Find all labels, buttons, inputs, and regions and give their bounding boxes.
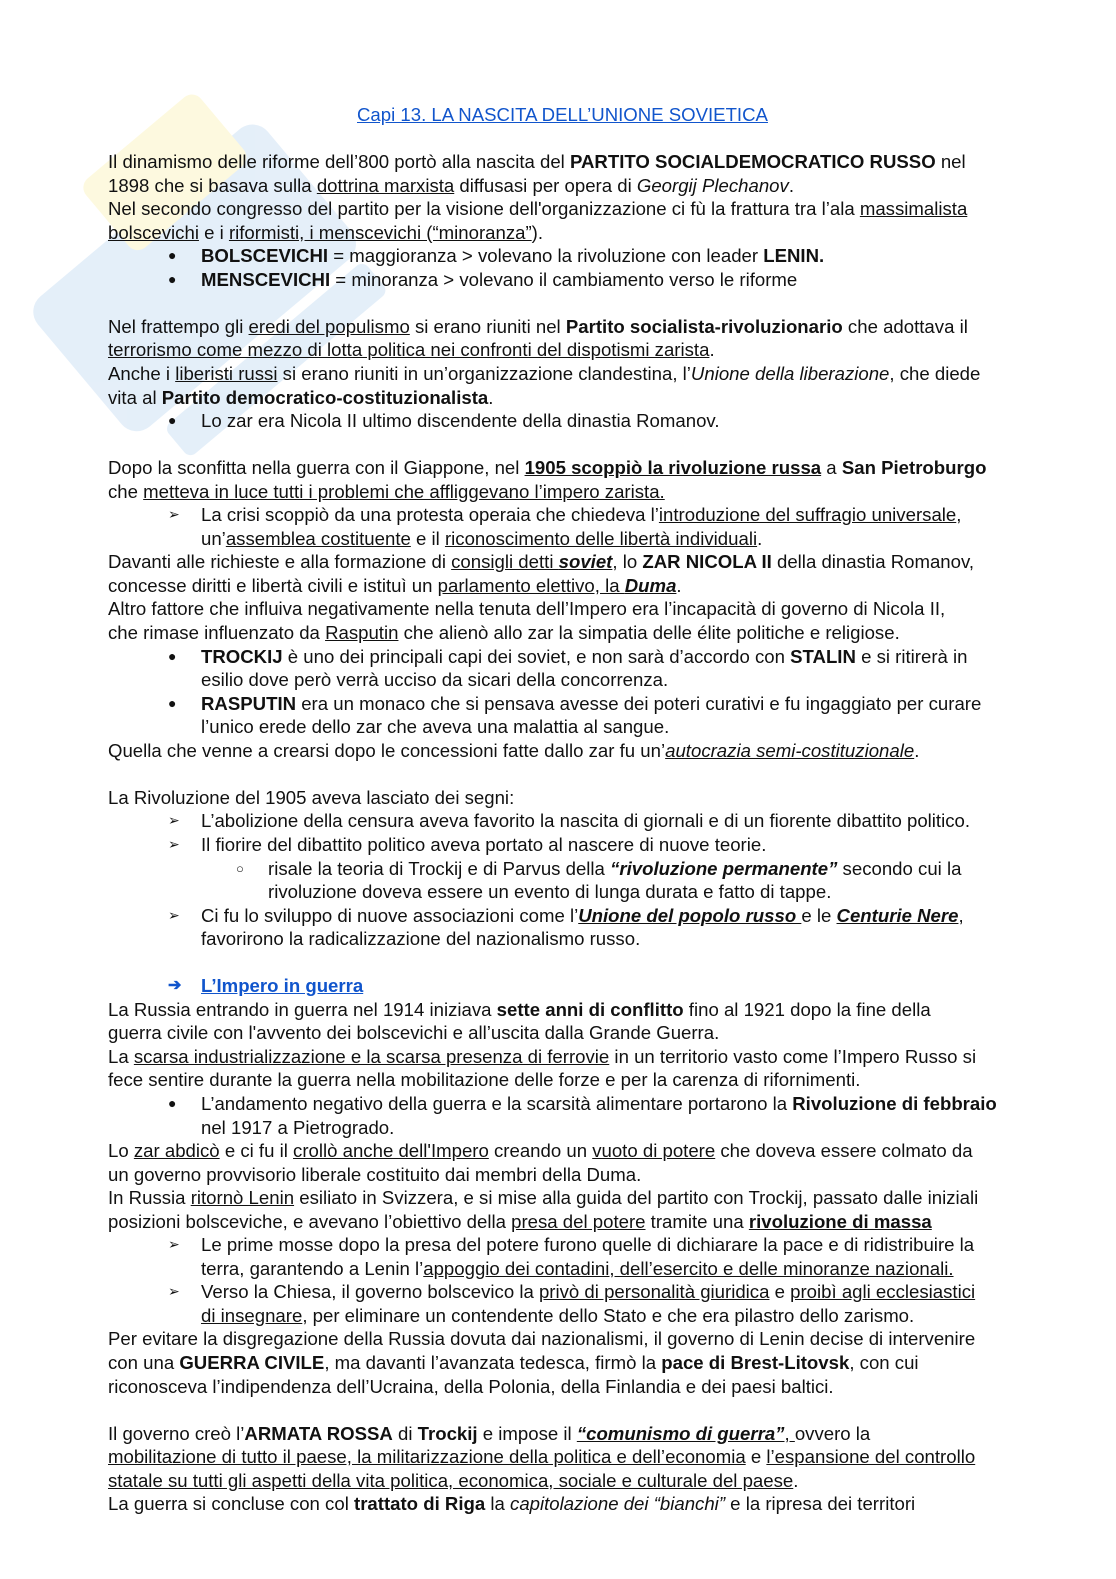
text-line xyxy=(0,927,1116,951)
underlined-text: presa del potere xyxy=(511,1210,646,1232)
underlined-text: statale su tutti gli aspetti della vita politica, economica, sociale e culturale del paese xyxy=(108,1469,794,1491)
text-run: Lo xyxy=(108,1140,134,1162)
bold-text: pace di Brest-Litovsk xyxy=(661,1351,850,1373)
line-text xyxy=(108,221,543,245)
bold-text: MENSCEVICHI xyxy=(201,268,331,290)
text-line xyxy=(0,1492,1116,1516)
line-text xyxy=(201,503,961,527)
line-text[interactable] xyxy=(201,974,363,998)
text-run: che doveva essere colmato da xyxy=(715,1140,973,1162)
text-run: della dinastia Romanov, xyxy=(771,551,975,573)
text-run: = maggioranza > volevano la rivoluzione con leader xyxy=(328,245,764,267)
arrow-bullet-icon: ➢ xyxy=(168,1236,180,1253)
text-run: e i xyxy=(198,221,229,243)
text-line xyxy=(0,1280,1116,1304)
text-line xyxy=(0,550,1116,574)
text-run: Per evitare la disgregazione della Russia dovuta dai nazionalismi, il governo di Lenin decise di intervenire xyxy=(108,1328,976,1350)
bold-text: BOLSCEVICHI xyxy=(201,245,329,267)
line-text xyxy=(108,574,682,598)
text-run: 1898 che si basava sulla xyxy=(108,174,317,196)
text-run: La xyxy=(108,1045,134,1067)
text-run: esilio dove però verrà ucciso da sicari della concorrenza. xyxy=(201,669,669,691)
text-line xyxy=(0,1375,1116,1399)
line-text xyxy=(108,338,715,362)
text-line xyxy=(0,574,1116,598)
text-run: Dopo la sconfitta nella guerra con il Giappone, nel xyxy=(108,457,525,479)
line-text xyxy=(201,692,981,716)
text-run: . xyxy=(914,739,920,761)
text-line xyxy=(0,456,1116,480)
text-run: La Rivoluzione del 1905 aveva lasciato dei segni: xyxy=(108,786,515,808)
bold-text: LENIN. xyxy=(763,245,825,267)
underlined-text: zar abdicò xyxy=(133,1140,220,1162)
text-line xyxy=(0,386,1116,410)
line-text xyxy=(201,1233,974,1257)
line-text xyxy=(108,1327,975,1351)
text-run: . xyxy=(676,574,682,596)
text-run: ovvero la xyxy=(794,1422,871,1444)
text-run: , con cui xyxy=(849,1351,919,1373)
section-heading xyxy=(0,974,1116,998)
text-run: Ci fu lo sviluppo di nuove associazioni come l’ xyxy=(201,904,579,926)
line-text xyxy=(108,480,665,504)
text-run: vita al xyxy=(108,386,162,408)
underlined-text: dottrina marxista xyxy=(316,174,455,196)
text-line xyxy=(0,809,1116,833)
line-text xyxy=(108,1210,932,1234)
bold-text: “rivoluzione permanente” xyxy=(610,857,838,879)
text-run: guerra civile con l'avvento dei bolscevichi e all’uscita dalla Grande Guerra. xyxy=(108,1022,720,1044)
text-line xyxy=(0,1304,1116,1328)
text-run: Il dinamismo delle riforme dell’800 portò alla nascita del xyxy=(108,151,570,173)
blank-line xyxy=(0,1398,1116,1422)
line-text xyxy=(201,1116,394,1140)
line-text xyxy=(201,244,824,268)
circle-bullet-icon: ○ xyxy=(236,860,244,876)
text-run: rivoluzione doveva essere un evento di lunga durata e fatto di tappe. xyxy=(268,881,832,903)
arrow-bullet-icon: ➢ xyxy=(168,835,180,852)
underlined-text: massimalista xyxy=(859,198,968,220)
line-text xyxy=(108,1375,834,1399)
line-text xyxy=(201,1257,954,1281)
text-run: secondo cui la xyxy=(837,857,962,879)
text-line xyxy=(0,904,1116,928)
bullet-icon: ● xyxy=(168,647,177,664)
text-line xyxy=(0,1257,1116,1281)
text-run: . xyxy=(757,527,763,549)
text-line xyxy=(0,1351,1116,1375)
text-run: Il governo creò l’ xyxy=(108,1422,245,1444)
text-line xyxy=(0,338,1116,362)
bullet-icon: ● xyxy=(168,247,177,264)
underlined-text: riformisti, i menscevichi (“minoranza” xyxy=(228,221,532,243)
text-run: e si ritirerà in xyxy=(855,645,968,667)
line-text xyxy=(201,527,762,551)
text-line xyxy=(0,1139,1116,1163)
line-text xyxy=(201,715,669,739)
line-text xyxy=(201,268,797,292)
text-run: e le xyxy=(801,904,837,926)
line-text xyxy=(108,550,974,574)
line-text xyxy=(201,833,766,857)
text-run: Nel secondo congresso del partito per la visione dell'organizzazione ci fù la frattura tra l’ala xyxy=(108,198,860,220)
line-text xyxy=(201,809,970,833)
line-text xyxy=(201,668,668,692)
text-run: La guerra si concluse con col xyxy=(108,1493,354,1515)
text-line xyxy=(0,597,1116,621)
text-line xyxy=(0,621,1116,645)
underlined-text: , xyxy=(784,1422,795,1444)
text-line xyxy=(0,221,1116,245)
text-line xyxy=(0,409,1116,433)
text-run: e xyxy=(769,1281,791,1303)
text-run: nel xyxy=(935,151,966,173)
text-run: Il fiorire del dibattito politico aveva portato al nascere di nuove teorie. xyxy=(201,833,767,855)
line-text xyxy=(108,739,919,763)
underlined-text: appoggio dei contadini, dell’esercito e delle minoranze nazionali. xyxy=(423,1257,954,1279)
italic-text: Georgij Plechanov xyxy=(636,174,789,196)
text-line xyxy=(0,197,1116,221)
line-text xyxy=(108,150,966,174)
text-run: di xyxy=(392,1422,418,1444)
text-line xyxy=(0,1186,1116,1210)
document-body xyxy=(0,103,1116,1516)
line-text xyxy=(108,786,514,810)
bold-text: ZAR NICOLA II xyxy=(642,551,772,573)
line-text xyxy=(108,1021,719,1045)
underlined-text: introduzione del suffragio universale xyxy=(658,504,957,526)
text-run: fino al 1921 dopo la fine della xyxy=(683,998,931,1020)
bold-text: Trockij xyxy=(417,1422,478,1444)
arrow-bullet-icon: ➢ xyxy=(168,812,180,829)
line-text xyxy=(108,1186,978,1210)
text-run: si erano riuniti nel xyxy=(409,315,566,337)
page-title xyxy=(0,103,1116,127)
bold-text: rivoluzione di massa xyxy=(748,1210,932,1232)
bullet-icon: ● xyxy=(168,1094,177,1111)
text-run: Anche i xyxy=(108,363,176,385)
text-run: , xyxy=(958,904,964,926)
underlined-text: ritornò Lenin xyxy=(190,1187,295,1209)
text-run: era un monaco che si pensava avesse dei poteri curativi e fu ingaggiato per curare xyxy=(296,692,982,714)
text-run: Nel frattempo gli xyxy=(108,315,249,337)
line-text xyxy=(108,174,794,198)
line-text xyxy=(108,1492,915,1516)
text-run: , lo xyxy=(612,551,643,573)
line-text xyxy=(201,409,720,433)
text-line xyxy=(0,645,1116,669)
text-run: L’andamento negativo della guerra e la scarsità alimentare portarono la xyxy=(201,1092,793,1114)
bold-text: Unione del popolo russo xyxy=(578,904,802,926)
bold-text: L’Impero in guerra xyxy=(201,975,364,997)
text-run: , xyxy=(956,504,962,526)
underlined-text: di insegnare xyxy=(201,1304,303,1326)
text-run: Davanti alle richieste e alla formazione di xyxy=(108,551,452,573)
text-line xyxy=(0,1210,1116,1234)
text-line xyxy=(0,833,1116,857)
bold-text: STALIN xyxy=(790,645,856,667)
bold-text: Partito democratico-costituzionalista xyxy=(161,386,489,408)
text-run: diffusasi per opera di xyxy=(454,174,637,196)
bold-text: Centurie Nere xyxy=(836,904,959,926)
text-run: La Russia entrando in guerra nel 1914 iniziava xyxy=(108,998,497,1020)
arrow-bullet-icon: ➢ xyxy=(168,1283,180,1300)
bold-text: TROCKIJ xyxy=(201,645,283,667)
text-run: un’ xyxy=(201,527,226,549)
text-run: un governo provvisorio liberale costituito dai membri della Duma. xyxy=(108,1163,642,1185)
underlined-text: Capi 13. LA NASCITA DELL’UNIONE SOVIETICA xyxy=(357,104,768,125)
text-run: posizioni bolsceviche, e avevano l’obiettivo della xyxy=(108,1210,512,1232)
underlined-text: Rasputin xyxy=(325,622,399,644)
line-text xyxy=(201,1280,975,1304)
text-run: e il xyxy=(410,527,445,549)
text-line xyxy=(0,315,1116,339)
underlined-text: proibì agli ecclesiastici xyxy=(790,1281,976,1303)
text-line xyxy=(0,480,1116,504)
text-line xyxy=(0,244,1116,268)
line-text xyxy=(108,1445,975,1469)
text-run: e impose il xyxy=(477,1422,577,1444)
underlined-text: liberisti russi xyxy=(175,363,278,385)
bullet-icon: ● xyxy=(168,412,177,429)
blank-line xyxy=(0,291,1116,315)
line-text[interactable] xyxy=(357,103,768,127)
line-text xyxy=(108,597,945,621)
text-run: tramite una xyxy=(645,1210,749,1232)
bold-text: Partito socialista-rivoluzionario xyxy=(565,315,843,337)
bold-text: PARTITO SOCIALDEMOCRATICO RUSSO xyxy=(569,151,936,173)
line-text xyxy=(108,1351,919,1375)
text-line xyxy=(0,1327,1116,1351)
text-run: concesse diritti e libertà civili e istituì un xyxy=(108,574,438,596)
line-text xyxy=(108,621,900,645)
text-run: a xyxy=(821,457,842,479)
text-run: fece sentire durante la guerra nella mobilitazione delle forze e per la carenza di rifornimenti. xyxy=(108,1069,861,1091)
text-run: risale la teoria di Trockij e di Parvus della xyxy=(268,857,611,879)
line-text xyxy=(108,1045,976,1069)
text-run: , per eliminare un contendente dello Stato e che era pilastro dello zarismo. xyxy=(302,1304,915,1326)
text-line xyxy=(0,880,1116,904)
text-line xyxy=(0,527,1116,551)
text-run: terra, garantendo a Lenin l’ xyxy=(201,1257,424,1279)
text-line xyxy=(0,857,1116,881)
bold-text: Duma xyxy=(624,574,677,596)
text-run: Le prime mosse dopo la presa del potere furono quelle di dichiarare la pace e di ridistribuire la xyxy=(201,1234,975,1256)
blank-line xyxy=(0,951,1116,975)
text-run: che adottava il xyxy=(842,315,968,337)
blank-line xyxy=(0,762,1116,786)
text-run: favorirono la radicalizzazione del nazionalismo russo. xyxy=(201,928,641,950)
underlined-text: eredi del populismo xyxy=(248,315,410,337)
text-line xyxy=(0,1045,1116,1069)
text-run: è uno dei principali capi dei soviet, e non sarà d’accordo con xyxy=(282,645,791,667)
text-run: Verso la Chiesa, il governo bolscevico la xyxy=(201,1281,539,1303)
text-run: creando un xyxy=(488,1140,593,1162)
text-run: = minoranza > volevano il cambiamento verso le riforme xyxy=(330,268,798,290)
text-line xyxy=(0,998,1116,1022)
line-text xyxy=(108,456,986,480)
text-run: . xyxy=(488,386,494,408)
bold-text: trattato di Riga xyxy=(354,1493,486,1515)
text-run: Altro fattore che influiva negativamente nella tenuta dell’Impero era l’incapacità di governo di Nicola II, xyxy=(108,598,946,620)
line-text xyxy=(108,1163,641,1187)
line-text xyxy=(108,362,980,386)
bold-text: sette anni di conflitto xyxy=(496,998,684,1020)
text-line xyxy=(0,1092,1116,1116)
underlined-text: bolscevichi xyxy=(108,221,199,243)
bold-text: 1905 scoppiò la rivoluzione russa xyxy=(524,457,822,479)
line-text xyxy=(108,315,968,339)
blank-line xyxy=(0,433,1116,457)
line-text xyxy=(268,857,961,881)
line-text xyxy=(201,1092,997,1116)
bold-text: “comunismo di guerra” xyxy=(576,1422,785,1444)
arrow-bullet-icon: ➢ xyxy=(168,506,180,523)
text-run: L’abolizione della censura aveva favorito la nascita di giornali e di un fiorente dibattito politico. xyxy=(201,810,971,832)
text-run: . xyxy=(788,174,794,196)
underlined-text: metteva in luce tutti i problemi che affliggevano l’impero zarista. xyxy=(143,480,665,502)
text-run: l’unico erede dello zar che aveva una malattia al sangue. xyxy=(201,716,670,738)
bold-text: San Pietroburgo xyxy=(841,457,987,479)
underlined-text: assemblea costituente xyxy=(225,527,411,549)
underlined-text: autocrazia semi-costituzionale xyxy=(665,739,915,761)
underlined-text: riconoscimento delle libertà individuali xyxy=(444,527,758,549)
text-line xyxy=(0,150,1116,174)
text-line xyxy=(0,1422,1116,1446)
text-line xyxy=(0,668,1116,692)
underlined-text: privò di personalità giuridica xyxy=(538,1281,770,1303)
text-line xyxy=(0,503,1116,527)
arrow-right-icon: ➔ xyxy=(168,977,182,995)
line-text xyxy=(108,1469,798,1493)
arrow-bullet-icon: ➢ xyxy=(168,906,180,923)
text-run: Lo zar era Nicola II ultimo discendente della dinastia Romanov. xyxy=(201,410,720,432)
text-run: , ma davanti l’avanzata tedesca, firmò la xyxy=(324,1351,662,1373)
italic-text: Unione della liberazione xyxy=(690,363,890,385)
italic-text: capitolazione dei “bianchi” xyxy=(510,1493,726,1515)
text-run: Quella che venne a crearsi dopo le concessioni fatte dallo zar fu un’ xyxy=(108,739,666,761)
text-line xyxy=(0,268,1116,292)
bold-text: ARMATA ROSSA xyxy=(244,1422,393,1444)
text-run: riconoscevа l’indipendenza dell’Ucraina, della Polonia, della Finlandia e dei paesi baltici. xyxy=(108,1375,834,1397)
bullet-icon: ● xyxy=(168,694,177,711)
underlined-text: scarsa industrializzazione e la scarsa presenza di ferrovie xyxy=(133,1045,610,1067)
line-text xyxy=(108,1068,860,1092)
text-line xyxy=(0,174,1116,198)
text-line xyxy=(0,1021,1116,1045)
bold-text: RASPUTIN xyxy=(201,692,297,714)
line-text xyxy=(268,880,831,904)
underlined-text: mobilitazione di tutto il paese, la militarizzazione della politica e dell’economia xyxy=(108,1446,746,1468)
line-text xyxy=(201,927,640,951)
text-run: che rimase influenzato da xyxy=(108,622,326,644)
text-run: che xyxy=(108,480,144,502)
text-run: la xyxy=(485,1493,511,1515)
text-line xyxy=(0,1116,1116,1140)
blank-line xyxy=(0,127,1116,151)
underlined-text: crollò anche dell'Impero xyxy=(293,1140,489,1162)
underlined-text: terrorismo come mezzo di lotta politica nei confronti del dispotismi zarista xyxy=(108,339,710,361)
text-line xyxy=(0,362,1116,386)
text-line xyxy=(0,1163,1116,1187)
text-run: . xyxy=(709,339,715,361)
text-run: in un territorio vasto come l’Impero Russo si xyxy=(609,1045,977,1067)
bullet-icon: ● xyxy=(168,270,177,287)
text-line xyxy=(0,1233,1116,1257)
line-text xyxy=(201,645,968,669)
text-run: nel 1917 a Pietrogrado. xyxy=(201,1116,395,1138)
text-run: . xyxy=(793,1469,799,1491)
underlined-text: consigli detti xyxy=(451,551,559,573)
text-run: che alienò allo zar la simpatia delle élite politiche e religiose. xyxy=(398,622,900,644)
text-run: e xyxy=(745,1446,767,1468)
text-run: , che diede xyxy=(889,363,981,385)
text-line xyxy=(0,1469,1116,1493)
text-run: con una xyxy=(108,1351,180,1373)
text-line xyxy=(0,692,1116,716)
text-line xyxy=(0,715,1116,739)
text-run: La crisi scoppiò da una protesta operaia che chiedeva l’ xyxy=(201,504,659,526)
line-text xyxy=(201,904,964,928)
text-line xyxy=(0,1445,1116,1469)
line-text xyxy=(108,1139,973,1163)
bold-text: Rivoluzione di febbraio xyxy=(792,1092,997,1114)
underlined-text: l’espansione del controllo xyxy=(766,1446,976,1468)
text-run: esiliato in Svizzera, e si mise alla guida del partito con Trockij, passato dalle iniziali xyxy=(294,1187,979,1209)
text-run: si erano riuniti in un’organizzazione clandestina, l’ xyxy=(277,363,691,385)
line-text xyxy=(108,197,967,221)
bold-text: GUERRA CIVILE xyxy=(179,1351,325,1373)
text-run: e ci fu il xyxy=(219,1140,294,1162)
text-run: ). xyxy=(531,221,544,243)
line-text xyxy=(108,998,931,1022)
text-line xyxy=(0,786,1116,810)
text-line xyxy=(0,739,1116,763)
text-line xyxy=(0,1068,1116,1092)
bold-text: soviet xyxy=(558,551,613,573)
line-text xyxy=(201,1304,914,1328)
text-run: In Russia xyxy=(108,1187,191,1209)
underlined-text: parlamento elettivo, la xyxy=(437,574,625,596)
underlined-text: vuoto di potere xyxy=(592,1140,716,1162)
line-text xyxy=(108,1422,870,1446)
line-text xyxy=(108,386,493,410)
text-run: e la ripresa dei territori xyxy=(725,1493,916,1515)
